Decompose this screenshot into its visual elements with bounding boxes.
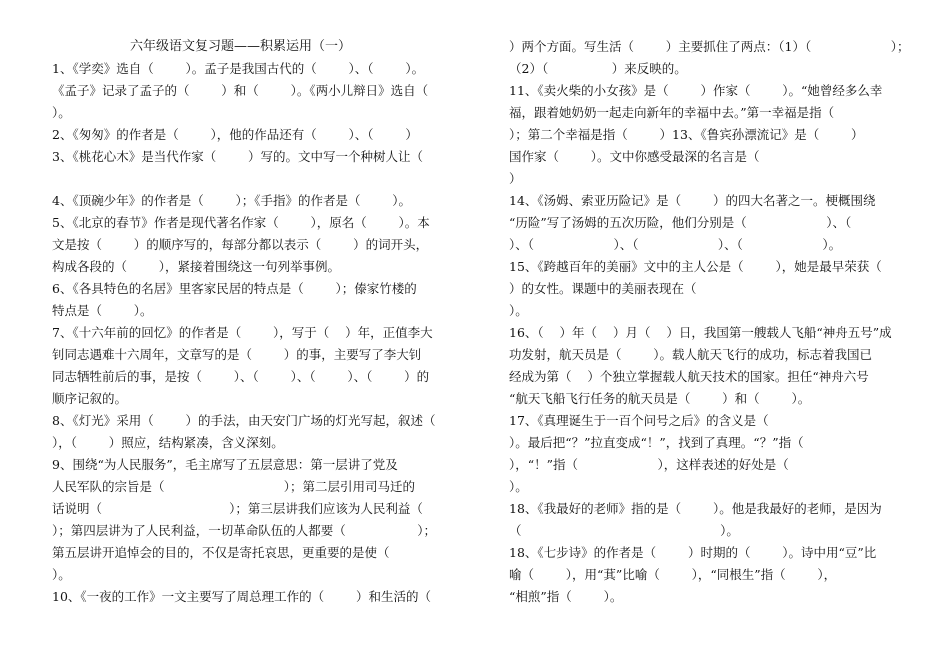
question-line: 8、《灯光》采用（ ）的手法，由天安门广场的灯光写起，叙述（ — [52, 413, 436, 428]
question-line: 钊同志遇难十六周年，文章写的是（ ）的事，主要写了李大钊 — [52, 347, 422, 362]
question-line: ）；第二个幸福是指（ ）13、《鲁宾孙漂流记》是（ ） — [509, 127, 864, 142]
question-line: ）。 — [509, 479, 528, 494]
question-line: 1、《学奕》选自（ ）。孟子是我国古代的（ ）、（ ）。 — [52, 61, 425, 76]
question-line: 构成各段的（ ），紧接着围绕这一句列举事例。 — [52, 259, 341, 274]
question-line: 福，跟着她奶奶一起走向新年的幸福中去。”第一幸福是指（ — [509, 105, 835, 120]
question-line: 同志牺牲前后的事，是按（ ）、（ ）、（ ）、（ ）的 — [52, 369, 430, 384]
question-line: 5、《北京的春节》作者是现代著名作家（ ），原名（ ）。本 — [52, 215, 430, 230]
question-line: 17、《真理诞生于一百个问号之后》的含义是（ — [509, 413, 769, 428]
question-line: 话说明（ ）；第三层讲我们应该为人民利益（ — [52, 501, 423, 516]
question-line: 6、《各具特色的名居》里客家民居的特点是（ ）；傣家竹楼的 — [52, 281, 417, 296]
question-line: （ ）。 — [509, 523, 739, 538]
blank-line — [52, 168, 452, 190]
right-column — [509, 36, 910, 608]
question-line: ） — [509, 171, 522, 186]
question-line: ），“！”指（ ），这样表述的好处是（ — [509, 457, 789, 472]
question-line: ）、（ ）、（ ）、（ ）。 — [509, 237, 842, 252]
question-line: 3、《桃花心木》是当代作家（ ）写的。文中写一个种树人让（ — [52, 149, 423, 164]
question-line: 10、《一夜的工作》一文主要写了周总理工作的（ ）和生活的（ — [52, 589, 431, 604]
question-line: 第五层讲开追悼会的目的，不仅是寄托哀思，更重要的是使（ — [52, 545, 390, 560]
question-line: 国作家（ ）。文中你感受最深的名言是（ — [509, 149, 760, 164]
question-line: 16、（ ）年（ ）月（ ）日，我国第一艘载人飞船“神舟五号”成 — [509, 325, 892, 340]
question-line: ）。 — [52, 567, 71, 582]
document-title: 六年级语文复习题——积累运用（一） — [130, 39, 352, 54]
question-line: （2）（ ）来反映的。 — [509, 61, 687, 76]
left-column — [52, 36, 452, 608]
question-line: ）；第四层讲为了人民利益，一切革命队伍的人都要（ ）； — [52, 523, 437, 538]
question-line: 经成为第（ ）个独立掌握载人航天技术的国家。担任“神舟六号 — [509, 369, 869, 384]
question-line: ）的女性。课题中的美丽表现在（ — [509, 281, 697, 296]
question-line: ）。最后把“？”拉直变成“！”，找到了真理。“？”指（ — [509, 435, 804, 450]
question-line: 2、《匆匆》的作者是（ ），他的作品还有（ ）、（ ） — [52, 127, 418, 142]
question-line: 18、《七步诗》的作者是（ ）时期的（ ）。诗中用“豆”比 — [509, 545, 877, 560]
question-line: 14、《汤姆、索亚历险记》是（ ）的四大名著之一。梗概围绕 — [509, 193, 876, 208]
question-line: 15、《跨越百年的美丽》文中的主人公是（ ），她是最早荣获（ — [509, 259, 882, 274]
question-line: 《孟子》记录了孟子的（ ）和（ ）。《两小儿辩日》选自（ — [52, 83, 429, 98]
question-line: ），（ ）照应，结构紧凑，含义深刻。 — [52, 435, 284, 450]
question-line: ）两个方面。写生活（ ）主要抓住了两点：（1）（ ）； — [509, 39, 910, 54]
question-line: 9、围绕“为人民服务”，毛主席写了五层意思：第一层讲了党及 — [52, 457, 398, 472]
question-line: ）。 — [509, 303, 528, 318]
question-line: “航天飞船飞行任务的航天员是（ ）和（ ）。 — [509, 391, 811, 406]
question-line: 喻（ ），用“萁”比喻（ ），“同根生”指（ ）， — [509, 567, 837, 582]
question-line: 11、《卖火柴的小女孩》是（ ）作家（ ）。“她曾经多么幸 — [509, 83, 883, 98]
question-line: 文是按（ ）的顺序写的，每部分都以表示（ ）的词开头， — [52, 237, 429, 252]
question-line: ）。 — [52, 105, 71, 120]
question-line: 18、《我最好的老师》指的是（ ）。他是我最好的老师，是因为 — [509, 501, 882, 516]
question-line: 功发射，航天员是（ ）。载人航天飞行的成功，标志着我国已 — [509, 347, 873, 362]
question-line: 人民军队的宗旨是（ ）；第二层引用司马迁的 — [52, 479, 415, 494]
question-line: 顺序记叙的。 — [52, 391, 128, 406]
question-line: “历险”写了汤姆的五次历险，他们分别是（ ）、（ — [509, 215, 852, 230]
question-line: 4、《顶碗少年》的作者是（ ）；《手指》的作者是（ ）。 — [52, 193, 412, 208]
question-line: 特点是（ ）。 — [52, 303, 153, 318]
question-line: 7、《十六年前的回忆》的作者是（ ），写于（ ）年，正值李大 — [52, 325, 433, 340]
question-line: “相煎”指（ ）。 — [509, 589, 623, 604]
